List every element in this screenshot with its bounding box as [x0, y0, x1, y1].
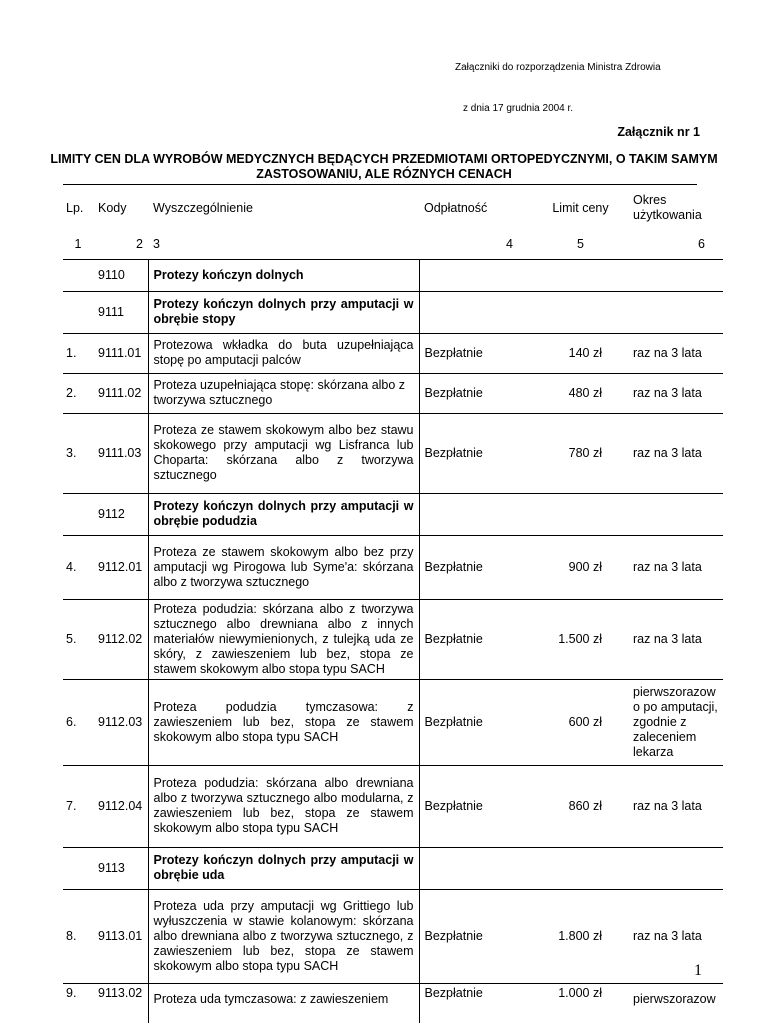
- lp-cell: 2.: [63, 373, 93, 413]
- description-cell: Proteza podudzia: skórzana albo drewniana albo z tworzywa sztucznego albo modularna, z zawieszeniem lub bez, stopa ze stawem skokowym albo stopa typu SACH: [148, 765, 419, 847]
- period-cell: pierwszorazow: [628, 983, 723, 1023]
- table-row: [63, 679, 723, 765]
- section-title: Protezy kończyn dolnych przy amputacji w obrębie stopy: [148, 291, 419, 333]
- limit-cell: 900 zł: [533, 535, 628, 599]
- header-date: z dnia 17 grudnia 2004 r.: [463, 103, 574, 114]
- lp-cell: 8.: [63, 889, 93, 983]
- lp-cell: [63, 259, 93, 291]
- code-cell: 9111.01: [93, 333, 148, 373]
- limit-cell: 1.500 zł: [533, 599, 628, 679]
- code-cell: 9112.02: [93, 599, 148, 679]
- fee-cell: [419, 847, 533, 889]
- annex-label: Załącznik nr 1: [617, 125, 700, 139]
- col-header-lp: Lp.: [66, 200, 84, 215]
- fee-cell: Bezpłatnie: [419, 333, 533, 373]
- limit-cell: 480 zł: [533, 373, 628, 413]
- code-cell: 9112: [93, 493, 148, 535]
- code-cell: 9112.04: [93, 765, 148, 847]
- description-cell: Proteza podudzia tymczasowa: z zawieszeniem lub bez, stopa ze stawem skokowym albo stopa typu SACH: [148, 679, 419, 765]
- code-cell: 9112.01: [93, 535, 148, 599]
- fee-cell: [419, 291, 533, 333]
- period-cell: [628, 259, 723, 291]
- period-cell: [628, 291, 723, 333]
- period-cell: raz na 3 lata: [628, 373, 723, 413]
- lp-cell: [63, 493, 93, 535]
- fee-cell: Bezpłatnie: [419, 413, 533, 493]
- code-cell: 9111.03: [93, 413, 148, 493]
- fee-cell: Bezpłatnie: [419, 889, 533, 983]
- limit-cell: [533, 493, 628, 535]
- section-title: Protezy kończyn dolnych przy amputacji w obrębie uda: [148, 847, 419, 889]
- description-cell: Proteza ze stawem skokowym albo bez przy amputacji wg Pirogowa lub Syme'a: skórzana albo z tworzywa sztucznego: [148, 535, 419, 599]
- lp-cell: 9.: [63, 983, 93, 1023]
- limit-cell: 1.000 zł: [533, 983, 628, 1023]
- limit-cell: 600 zł: [533, 679, 628, 765]
- description-cell: Proteza ze stawem skokowym albo bez stawu skokowego przy amputacji wg Lisfranca lub Choparta: skórzana albo z tworzywa sztucznego: [148, 413, 419, 493]
- header-regulation: Załączniki do rozporządzenia Ministra Zdrowia: [455, 62, 661, 73]
- document-title: LIMITY CEN DLA WYROBÓW MEDYCZNYCH BĘDĄCYCH PRZEDMIOTAMI ORTOPEDYCZNYMI, O TAKIM SAMYM ZASTOSOWANIU, ALE RÓZNYCH CENACH: [50, 152, 718, 181]
- limit-cell: [533, 847, 628, 889]
- code-cell: 9113.01: [93, 889, 148, 983]
- table-row: [63, 765, 723, 847]
- description-cell: Proteza uzupełniająca stopę: skórzana albo z tworzywa sztucznego: [148, 373, 419, 413]
- lp-cell: 6.: [63, 679, 93, 765]
- fee-cell: Bezpłatnie: [419, 983, 533, 1023]
- fee-cell: Bezpłatnie: [419, 535, 533, 599]
- table-row: [63, 535, 723, 599]
- fee-cell: [419, 493, 533, 535]
- period-cell: pierwszorazow o po amputacji, zgodnie z zaleceniem lekarza: [628, 679, 723, 765]
- table-row: [63, 983, 723, 1023]
- column-number-row: [63, 231, 723, 259]
- table-row: [63, 333, 723, 373]
- lp-cell: 3.: [63, 413, 93, 493]
- limit-cell: 1.800 zł: [533, 889, 628, 983]
- fee-cell: Bezpłatnie: [419, 765, 533, 847]
- description-cell: Proteza uda tymczasowa: z zawieszeniem: [148, 983, 419, 1023]
- section-title: Protezy kończyn dolnych: [148, 259, 419, 291]
- period-cell: raz na 3 lata: [628, 333, 723, 373]
- fee-cell: Bezpłatnie: [419, 599, 533, 679]
- code-cell: 9112.03: [93, 679, 148, 765]
- period-cell: raz na 3 lata: [628, 599, 723, 679]
- limit-cell: 140 zł: [533, 333, 628, 373]
- section-row: [63, 847, 723, 889]
- col-number: 2: [136, 237, 143, 252]
- lp-cell: [63, 847, 93, 889]
- col-number: 4: [506, 237, 513, 252]
- period-cell: raz na 3 lata: [628, 535, 723, 599]
- lp-cell: [63, 291, 93, 333]
- table-row: [63, 413, 723, 493]
- col-number: 5: [577, 237, 584, 252]
- col-header-limit: Limit ceny: [552, 200, 609, 215]
- table-row: [63, 599, 723, 679]
- fee-cell: Bezpłatnie: [419, 373, 533, 413]
- period-cell: raz na 3 lata: [628, 765, 723, 847]
- col-header-okres: Okres użytkowania: [633, 193, 702, 222]
- section-row: [63, 291, 723, 333]
- fee-cell: Bezpłatnie: [419, 679, 533, 765]
- limit-cell: [533, 259, 628, 291]
- description-cell: Proteza uda przy amputacji wg Grittiego lub wyłuszczenia w stawie kolanowym: skórzana albo drewniana albo z tworzywa sztucznego, z zawieszeniem lub bez, stopa ze stawem skokowym albo stopa typu SACH: [148, 889, 419, 983]
- code-cell: 9111.02: [93, 373, 148, 413]
- period-cell: [628, 847, 723, 889]
- lp-cell: 4.: [63, 535, 93, 599]
- price-limits-table: [63, 185, 723, 1023]
- code-cell: 9110: [93, 259, 148, 291]
- code-cell: 9111: [93, 291, 148, 333]
- lp-cell: 7.: [63, 765, 93, 847]
- col-number: 3: [153, 237, 160, 252]
- lp-cell: 5.: [63, 599, 93, 679]
- period-cell: raz na 3 lata: [628, 413, 723, 493]
- section-row: [63, 259, 723, 291]
- col-number: 1: [74, 237, 82, 252]
- page-number: 1: [694, 962, 702, 979]
- table-row: [63, 373, 723, 413]
- section-title: Protezy kończyn dolnych przy amputacji w obrębie podudzia: [148, 493, 419, 535]
- col-header-wyszczegolnienie: Wyszczególnienie: [153, 200, 253, 215]
- description-cell: Protezowa wkładka do buta uzupełniająca stopę po amputacji palców: [148, 333, 419, 373]
- fee-cell: [419, 259, 533, 291]
- period-cell: [628, 493, 723, 535]
- limit-cell: [533, 291, 628, 333]
- lp-cell: 1.: [63, 333, 93, 373]
- description-cell: Proteza podudzia: skórzana albo z tworzywa sztucznego albo drewniana albo z innych materiałów niewymienionych, z tulejką uda ze skóry, z zawieszeniem lub bez, stopa ze stawem skokowym albo stopa typu SACH: [148, 599, 419, 679]
- table-row: [63, 889, 723, 983]
- limit-cell: 780 zł: [533, 413, 628, 493]
- header-row: [63, 185, 723, 231]
- col-header-odplatnosc: Odpłatność: [424, 200, 488, 215]
- col-number: 6: [698, 237, 705, 252]
- col-header-kody: Kody: [98, 200, 127, 215]
- limit-cell: 860 zł: [533, 765, 628, 847]
- code-cell: 9113: [93, 847, 148, 889]
- code-cell: 9113.02: [93, 983, 148, 1023]
- period-cell: raz na 3 lata: [628, 889, 723, 983]
- section-row: [63, 493, 723, 535]
